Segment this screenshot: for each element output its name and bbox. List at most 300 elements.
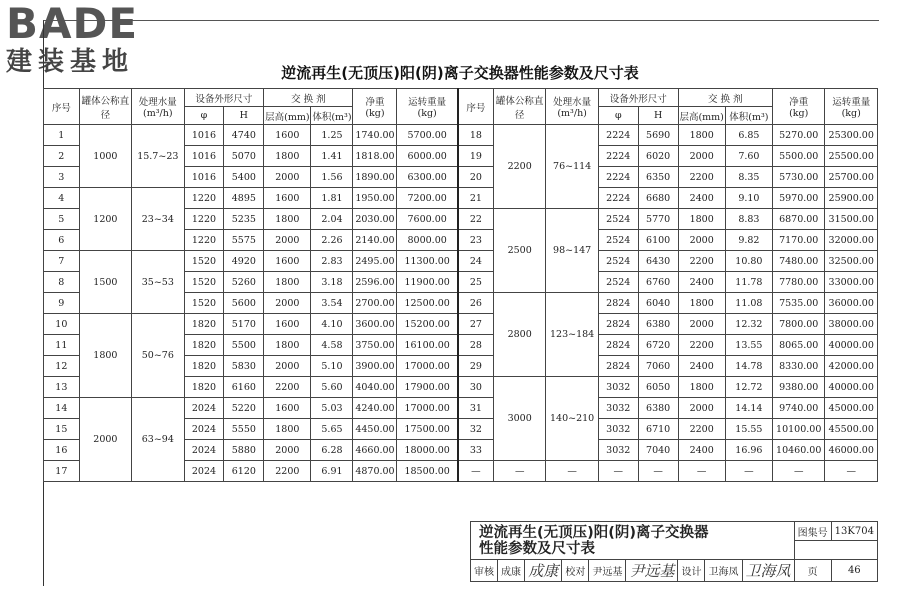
operating-weight: 33000.00 bbox=[825, 272, 878, 293]
header-dims: 设备外形尺寸 bbox=[184, 89, 264, 107]
net-weight: 3900.00 bbox=[353, 356, 397, 377]
table-row bbox=[44, 314, 878, 335]
header-net-unit-right: (kg) bbox=[789, 108, 809, 119]
net-weight: 8330.00 bbox=[773, 356, 825, 377]
review-label: 审核 bbox=[471, 560, 498, 582]
net-weight: 2495.00 bbox=[353, 251, 397, 272]
net-weight: 7780.00 bbox=[773, 272, 825, 293]
net-weight: 3600.00 bbox=[353, 314, 397, 335]
atlas-label: 图集号 bbox=[794, 522, 831, 541]
title-block-line2: 性能参数及尺寸表 bbox=[479, 540, 595, 557]
review-signature: 成康 bbox=[525, 560, 562, 582]
operating-weight: 11900.00 bbox=[397, 272, 458, 293]
row-number: 33 bbox=[458, 440, 494, 461]
operating-weight: 17500.00 bbox=[397, 419, 458, 440]
flow-rate: 50~76 bbox=[132, 314, 184, 398]
header-h-right: H bbox=[638, 107, 678, 125]
resin-volume: 12.72 bbox=[725, 377, 772, 398]
resin-volume: 3.18 bbox=[311, 272, 353, 293]
row-number: 24 bbox=[458, 251, 494, 272]
resin-layer-height: 2200 bbox=[264, 377, 311, 398]
header-layer-right: 层高(mm) bbox=[678, 107, 725, 125]
resin-volume: 11.08 bbox=[725, 293, 772, 314]
resin-layer-height: 1800 bbox=[264, 209, 311, 230]
nominal-diameter: 2500 bbox=[493, 209, 545, 293]
resin-layer-height: 2000 bbox=[264, 167, 311, 188]
resin-layer-height: 1800 bbox=[678, 125, 725, 146]
resin-volume: 2.26 bbox=[311, 230, 353, 251]
row-number: 11 bbox=[44, 335, 80, 356]
outer-diameter: 2224 bbox=[598, 146, 638, 167]
resin-volume: 9.82 bbox=[725, 230, 772, 251]
header-net bbox=[353, 89, 397, 125]
height: 5070 bbox=[224, 146, 264, 167]
table-row bbox=[44, 251, 878, 272]
title-block-title bbox=[471, 522, 795, 560]
check-name: 尹远基 bbox=[589, 560, 626, 582]
header-run-right bbox=[825, 89, 878, 125]
outer-diameter: 2024 bbox=[184, 461, 224, 482]
header-run bbox=[397, 89, 458, 125]
header-run-label-right: 运转重量 bbox=[832, 97, 871, 108]
height: 6720 bbox=[638, 335, 678, 356]
height: 6120 bbox=[224, 461, 264, 482]
row-number: 7 bbox=[44, 251, 80, 272]
net-weight: 7480.00 bbox=[773, 251, 825, 272]
flow-rate: 23~34 bbox=[132, 188, 184, 251]
operating-weight: 45500.00 bbox=[825, 419, 878, 440]
net-weight: 7800.00 bbox=[773, 314, 825, 335]
row-number: 1 bbox=[44, 125, 80, 146]
height: 6430 bbox=[638, 251, 678, 272]
row-number: 21 bbox=[458, 188, 494, 209]
outer-diameter: 1220 bbox=[184, 230, 224, 251]
net-weight: 10460.00 bbox=[773, 440, 825, 461]
outer-diameter: 2824 bbox=[598, 314, 638, 335]
operating-weight: 8000.00 bbox=[397, 230, 458, 251]
operating-weight: 25300.00 bbox=[825, 125, 878, 146]
operating-weight: 12500.00 bbox=[397, 293, 458, 314]
resin-layer-height: 1800 bbox=[678, 293, 725, 314]
row-number: 19 bbox=[458, 146, 494, 167]
nominal-diameter: 2800 bbox=[493, 293, 545, 377]
outer-diameter: 2824 bbox=[598, 356, 638, 377]
outer-diameter: 1016 bbox=[184, 167, 224, 188]
operating-weight: 40000.00 bbox=[825, 335, 878, 356]
resin-volume: 6.91 bbox=[311, 461, 353, 482]
outer-diameter: 2024 bbox=[184, 398, 224, 419]
header-dims-right: 设备外形尺寸 bbox=[598, 89, 678, 107]
resin-volume: 5.60 bbox=[311, 377, 353, 398]
outer-diameter: 1820 bbox=[184, 356, 224, 377]
net-weight: 2700.00 bbox=[353, 293, 397, 314]
outer-diameter: 2024 bbox=[184, 419, 224, 440]
height: 5260 bbox=[224, 272, 264, 293]
row-number: 4 bbox=[44, 188, 80, 209]
outer-diameter: 2824 bbox=[598, 335, 638, 356]
operating-weight: 17000.00 bbox=[397, 356, 458, 377]
operating-weight: 46000.00 bbox=[825, 440, 878, 461]
net-weight: 10100.00 bbox=[773, 419, 825, 440]
resin-volume: 6.85 bbox=[725, 125, 772, 146]
outer-diameter: 2024 bbox=[184, 440, 224, 461]
net-weight: 4660.00 bbox=[353, 440, 397, 461]
row-number: 25 bbox=[458, 272, 494, 293]
header-resin: 交 换 剂 bbox=[264, 89, 353, 107]
table-row bbox=[44, 188, 878, 209]
header-net-unit: (kg) bbox=[365, 108, 385, 119]
height: 5220 bbox=[224, 398, 264, 419]
flow-rate: 123~184 bbox=[546, 293, 598, 377]
resin-volume: 12.32 bbox=[725, 314, 772, 335]
net-weight: 6870.00 bbox=[773, 209, 825, 230]
row-number: 18 bbox=[458, 125, 494, 146]
outer-diameter: 1820 bbox=[184, 377, 224, 398]
flow-rate: 35~53 bbox=[132, 251, 184, 314]
design-signature: 卫海凤 bbox=[742, 560, 794, 582]
resin-volume: 6.28 bbox=[311, 440, 353, 461]
resin-layer-height: 2000 bbox=[264, 356, 311, 377]
header-resin-right: 交 换 剂 bbox=[678, 89, 772, 107]
resin-layer-height: 1800 bbox=[678, 377, 725, 398]
height: 7040 bbox=[638, 440, 678, 461]
operating-weight: 25900.00 bbox=[825, 188, 878, 209]
resin-layer-height: 1600 bbox=[264, 251, 311, 272]
net-weight: 9380.00 bbox=[773, 377, 825, 398]
header-net-right bbox=[773, 89, 825, 125]
resin-layer-height: 2200 bbox=[678, 419, 725, 440]
resin-volume: 13.55 bbox=[725, 335, 772, 356]
net-weight: 2030.00 bbox=[353, 209, 397, 230]
resin-layer-height: 1800 bbox=[264, 146, 311, 167]
outer-diameter: 2524 bbox=[598, 209, 638, 230]
operating-weight: 16100.00 bbox=[397, 335, 458, 356]
operating-weight: 17900.00 bbox=[397, 377, 458, 398]
operating-weight: 18500.00 bbox=[397, 461, 458, 482]
operating-weight: 32000.00 bbox=[825, 230, 878, 251]
header-flow-label: 处理水量 bbox=[138, 97, 177, 108]
resin-volume: — bbox=[725, 461, 772, 482]
header-phi: φ bbox=[184, 107, 224, 125]
outer-diameter: 3032 bbox=[598, 398, 638, 419]
operating-weight: 17000.00 bbox=[397, 398, 458, 419]
outer-diameter: 3032 bbox=[598, 419, 638, 440]
row-number: 29 bbox=[458, 356, 494, 377]
operating-weight: 11300.00 bbox=[397, 251, 458, 272]
resin-volume: 2.83 bbox=[311, 251, 353, 272]
outer-diameter: 1520 bbox=[184, 251, 224, 272]
resin-layer-height: 1600 bbox=[264, 125, 311, 146]
height: 6680 bbox=[638, 188, 678, 209]
outer-diameter: 2524 bbox=[598, 251, 638, 272]
flow-rate: 15.7~23 bbox=[132, 125, 184, 188]
operating-weight: 7200.00 bbox=[397, 188, 458, 209]
height: 6160 bbox=[224, 377, 264, 398]
design-label: 设计 bbox=[678, 560, 705, 582]
net-weight: 2140.00 bbox=[353, 230, 397, 251]
net-weight: — bbox=[773, 461, 825, 482]
outer-diameter: 2824 bbox=[598, 293, 638, 314]
nominal-diameter: 1000 bbox=[79, 125, 131, 188]
row-number: 9 bbox=[44, 293, 80, 314]
operating-weight: 6300.00 bbox=[397, 167, 458, 188]
check-label: 校对 bbox=[562, 560, 589, 582]
nominal-diameter: — bbox=[493, 461, 545, 482]
outer-diameter: 1820 bbox=[184, 314, 224, 335]
outer-diameter: 2524 bbox=[598, 272, 638, 293]
nominal-diameter: 1500 bbox=[79, 251, 131, 314]
page-number: 46 bbox=[831, 560, 877, 582]
design-name: 卫海凤 bbox=[705, 560, 742, 582]
row-number: — bbox=[458, 461, 494, 482]
row-number: 27 bbox=[458, 314, 494, 335]
row-number: 12 bbox=[44, 356, 80, 377]
header-layer: 层高(mm) bbox=[264, 107, 311, 125]
row-number: 26 bbox=[458, 293, 494, 314]
operating-weight: 40000.00 bbox=[825, 377, 878, 398]
resin-layer-height: 2000 bbox=[678, 314, 725, 335]
operating-weight: 25500.00 bbox=[825, 146, 878, 167]
row-number: 13 bbox=[44, 377, 80, 398]
height: 5550 bbox=[224, 419, 264, 440]
outer-diameter: 1520 bbox=[184, 293, 224, 314]
resin-volume: 5.65 bbox=[311, 419, 353, 440]
resin-volume: 9.10 bbox=[725, 188, 772, 209]
nominal-diameter: 2000 bbox=[79, 398, 131, 482]
resin-volume: 8.83 bbox=[725, 209, 772, 230]
resin-layer-height: 1600 bbox=[264, 188, 311, 209]
nominal-diameter: 3000 bbox=[493, 377, 545, 461]
resin-layer-height: 1600 bbox=[264, 314, 311, 335]
flow-rate: 63~94 bbox=[132, 398, 184, 482]
resin-volume: 1.41 bbox=[311, 146, 353, 167]
header-net-label: 净重 bbox=[365, 97, 385, 108]
height: 6050 bbox=[638, 377, 678, 398]
outer-diameter: 3032 bbox=[598, 440, 638, 461]
operating-weight: 32500.00 bbox=[825, 251, 878, 272]
height: — bbox=[638, 461, 678, 482]
height: 5575 bbox=[224, 230, 264, 251]
resin-volume: 5.03 bbox=[311, 398, 353, 419]
header-run-unit-right: (kg) bbox=[841, 108, 861, 119]
resin-layer-height: 1800 bbox=[264, 335, 311, 356]
net-weight: 5270.00 bbox=[773, 125, 825, 146]
net-weight: 4450.00 bbox=[353, 419, 397, 440]
resin-layer-height: 1800 bbox=[264, 272, 311, 293]
title-block-line1: 逆流再生(无顶压)阳(阴)离子交换器 bbox=[479, 524, 709, 541]
height: 5600 bbox=[224, 293, 264, 314]
resin-volume: 5.10 bbox=[311, 356, 353, 377]
row-number: 3 bbox=[44, 167, 80, 188]
resin-volume: 2.04 bbox=[311, 209, 353, 230]
resin-volume: 16.96 bbox=[725, 440, 772, 461]
height: 6040 bbox=[638, 293, 678, 314]
resin-volume: 14.14 bbox=[725, 398, 772, 419]
row-number: 2 bbox=[44, 146, 80, 167]
header-phi-right: φ bbox=[598, 107, 638, 125]
resin-layer-height: 2200 bbox=[678, 335, 725, 356]
height: 4920 bbox=[224, 251, 264, 272]
resin-layer-height: — bbox=[678, 461, 725, 482]
net-weight: 1950.00 bbox=[353, 188, 397, 209]
atlas-filler bbox=[794, 541, 877, 560]
net-weight: 7535.00 bbox=[773, 293, 825, 314]
header-seq: 序号 bbox=[44, 89, 80, 125]
header-dn: 罐体公称直径 bbox=[79, 89, 131, 125]
table-row bbox=[44, 125, 878, 146]
height: 4895 bbox=[224, 188, 264, 209]
operating-weight: 6000.00 bbox=[397, 146, 458, 167]
resin-layer-height: 2200 bbox=[264, 461, 311, 482]
row-number: 28 bbox=[458, 335, 494, 356]
height: 6760 bbox=[638, 272, 678, 293]
resin-volume: 11.78 bbox=[725, 272, 772, 293]
atlas-number: 13K704 bbox=[831, 522, 877, 541]
operating-weight: 45000.00 bbox=[825, 398, 878, 419]
resin-volume: 1.56 bbox=[311, 167, 353, 188]
row-number: 15 bbox=[44, 419, 80, 440]
header-net-label-right: 净重 bbox=[789, 97, 809, 108]
outer-diameter: 3032 bbox=[598, 377, 638, 398]
header-flow-unit-right: (m³/h) bbox=[557, 108, 587, 119]
nominal-diameter: 1800 bbox=[79, 314, 131, 398]
height: 6100 bbox=[638, 230, 678, 251]
row-number: 14 bbox=[44, 398, 80, 419]
page-title: 逆流再生(无顶压)阳(阴)离子交换器性能参数及尺寸表 bbox=[281, 64, 639, 82]
resin-layer-height: 2000 bbox=[264, 440, 311, 461]
net-weight: 4240.00 bbox=[353, 398, 397, 419]
header-flow-right bbox=[546, 89, 598, 125]
operating-weight: 25700.00 bbox=[825, 167, 878, 188]
operating-weight: 18000.00 bbox=[397, 440, 458, 461]
height: 5500 bbox=[224, 335, 264, 356]
review-name: 成康 bbox=[498, 560, 525, 582]
nominal-diameter: 1200 bbox=[79, 188, 131, 251]
net-weight: 4870.00 bbox=[353, 461, 397, 482]
outer-diameter: 1820 bbox=[184, 335, 224, 356]
net-weight: 1890.00 bbox=[353, 167, 397, 188]
resin-volume: 7.60 bbox=[725, 146, 772, 167]
page-label: 页 bbox=[794, 560, 831, 582]
height: 6380 bbox=[638, 314, 678, 335]
operating-weight: 31500.00 bbox=[825, 209, 878, 230]
title-block bbox=[470, 521, 878, 582]
net-weight: 5500.00 bbox=[773, 146, 825, 167]
height: 5400 bbox=[224, 167, 264, 188]
parameter-table bbox=[43, 88, 878, 482]
resin-volume: 10.80 bbox=[725, 251, 772, 272]
outer-diameter: 1016 bbox=[184, 125, 224, 146]
header-volume: 体积(m³) bbox=[311, 107, 353, 125]
height: 5235 bbox=[224, 209, 264, 230]
resin-layer-height: 2000 bbox=[678, 146, 725, 167]
operating-weight: 15200.00 bbox=[397, 314, 458, 335]
resin-volume: 14.78 bbox=[725, 356, 772, 377]
net-weight: 5970.00 bbox=[773, 188, 825, 209]
table-row bbox=[44, 398, 878, 419]
net-weight: 3750.00 bbox=[353, 335, 397, 356]
operating-weight: 42000.00 bbox=[825, 356, 878, 377]
height: 6710 bbox=[638, 419, 678, 440]
resin-layer-height: 2000 bbox=[678, 398, 725, 419]
header-run-unit: (kg) bbox=[417, 108, 437, 119]
row-number: 22 bbox=[458, 209, 494, 230]
nominal-diameter: 2200 bbox=[493, 125, 545, 209]
flow-rate: 76~114 bbox=[546, 125, 598, 209]
operating-weight: 7600.00 bbox=[397, 209, 458, 230]
resin-volume: 1.81 bbox=[311, 188, 353, 209]
resin-layer-height: 2200 bbox=[678, 251, 725, 272]
height: 6350 bbox=[638, 167, 678, 188]
row-number: 5 bbox=[44, 209, 80, 230]
net-weight: 8065.00 bbox=[773, 335, 825, 356]
resin-layer-height: 1800 bbox=[264, 419, 311, 440]
flow-rate: 98~147 bbox=[546, 209, 598, 293]
resin-layer-height: 2400 bbox=[678, 188, 725, 209]
resin-layer-height: 1600 bbox=[264, 398, 311, 419]
resin-volume: 4.58 bbox=[311, 335, 353, 356]
resin-layer-height: 1800 bbox=[678, 209, 725, 230]
net-weight: 2596.00 bbox=[353, 272, 397, 293]
outer-diameter: 2524 bbox=[598, 230, 638, 251]
net-weight: 4040.00 bbox=[353, 377, 397, 398]
height: 7060 bbox=[638, 356, 678, 377]
outer-diameter: 1220 bbox=[184, 209, 224, 230]
row-number: 6 bbox=[44, 230, 80, 251]
height: 5690 bbox=[638, 125, 678, 146]
height: 6380 bbox=[638, 398, 678, 419]
height: 6020 bbox=[638, 146, 678, 167]
resin-volume: 8.35 bbox=[725, 167, 772, 188]
header-flow-label-right: 处理水量 bbox=[553, 97, 592, 108]
height: 5170 bbox=[224, 314, 264, 335]
outer-diameter: 2224 bbox=[598, 188, 638, 209]
height: 4740 bbox=[224, 125, 264, 146]
flow-rate: 140~210 bbox=[546, 377, 598, 461]
resin-volume: 3.54 bbox=[311, 293, 353, 314]
resin-volume: 15.55 bbox=[725, 419, 772, 440]
outer-diameter: 2224 bbox=[598, 167, 638, 188]
operating-weight: 36000.00 bbox=[825, 293, 878, 314]
check-signature: 尹远基 bbox=[626, 560, 678, 582]
row-number: 10 bbox=[44, 314, 80, 335]
net-weight: 1818.00 bbox=[353, 146, 397, 167]
header-seq-right: 序号 bbox=[458, 89, 494, 125]
header-volume-right: 体积(m³) bbox=[725, 107, 772, 125]
row-number: 17 bbox=[44, 461, 80, 482]
flow-rate: — bbox=[546, 461, 598, 482]
row-number: 8 bbox=[44, 272, 80, 293]
row-number: 30 bbox=[458, 377, 494, 398]
row-number: 20 bbox=[458, 167, 494, 188]
logo-text-bottom: 建装基地 bbox=[6, 47, 135, 77]
resin-layer-height: 2400 bbox=[678, 440, 725, 461]
header-flow bbox=[132, 89, 184, 125]
resin-layer-height: 2000 bbox=[264, 293, 311, 314]
outer-diameter: 1016 bbox=[184, 146, 224, 167]
resin-volume: 1.25 bbox=[311, 125, 353, 146]
resin-layer-height: 2000 bbox=[264, 230, 311, 251]
resin-layer-height: 2200 bbox=[678, 167, 725, 188]
header-h: H bbox=[224, 107, 264, 125]
resin-layer-height: 2400 bbox=[678, 272, 725, 293]
net-weight: 1740.00 bbox=[353, 125, 397, 146]
net-weight: 9740.00 bbox=[773, 398, 825, 419]
operating-weight: — bbox=[825, 461, 878, 482]
header-run-label: 运转重量 bbox=[408, 97, 447, 108]
outer-diameter: — bbox=[598, 461, 638, 482]
operating-weight: 38000.00 bbox=[825, 314, 878, 335]
